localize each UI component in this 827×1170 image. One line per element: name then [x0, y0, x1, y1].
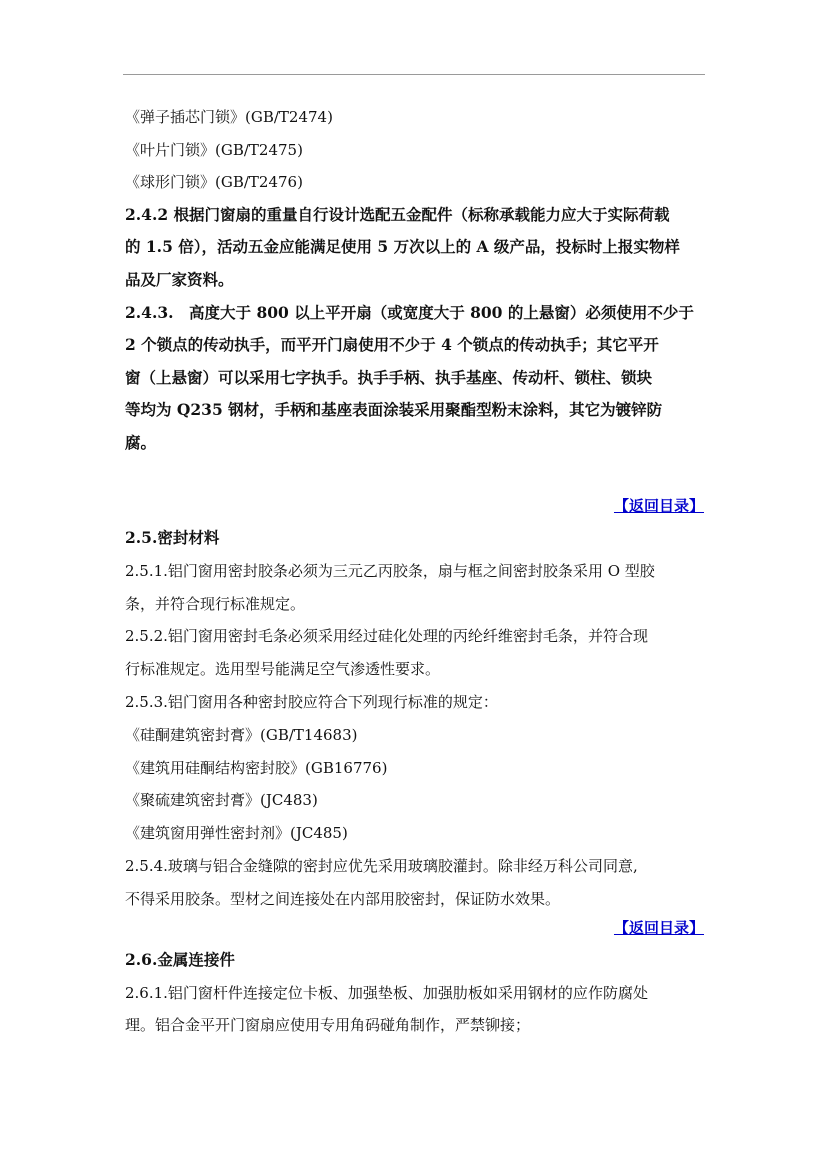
- text-line: 2.6.金属连接件: [125, 950, 235, 969]
- back-to-toc-link-2[interactable]: 【返回目录】: [613, 919, 704, 937]
- text-line: 《聚硫建筑密封膏》(JC483): [125, 791, 318, 810]
- text-line: 《建筑窗用弹性密封剂》(JC485): [125, 824, 348, 843]
- text-line: 品及厂家资料。: [125, 270, 234, 289]
- back-to-toc-link-1[interactable]: 【返回目录】: [613, 497, 704, 515]
- text-line: 窗（上悬窗）可以采用七字执手。执手手柄、执手基座、传动杆、锁柱、锁块: [125, 367, 653, 387]
- text-line: 《弹子插芯门锁》(GB/T2474): [125, 108, 333, 126]
- text-line: 2.5.2.铝门窗用密封毛条必须采用经过硅化处理的丙纶纤维密封毛条，并符合现: [125, 627, 648, 646]
- text-line: 2.5.3.铝门窗用各种密封胶应符合下列现行标准的规定：: [125, 693, 498, 711]
- text-line: 不得采用胶条。型材之间连接处在内部用胶密封，保证防水效果。: [125, 889, 561, 908]
- header-rule: [123, 74, 705, 75]
- text-line: 2.5.密封材料: [125, 528, 220, 547]
- text-line: 2 个锁点的传动执手，而平开门扇使用不少于 4 个锁点的传动执手；其它平开: [125, 335, 659, 355]
- text-line: 《球形门锁》(GB/T2476): [125, 173, 303, 192]
- text-line: 《叶片门锁》(GB/T2475): [125, 140, 303, 159]
- text-line: 等均为 Q235 钢材，手柄和基座表面涂装采用聚酯型粉末涂料，其它为镀锌防: [125, 400, 663, 420]
- text-line: 2.6.1.铝门窗杆件连接定位卡板、加强垫板、加强肋板如采用钢材的应作防腐处: [125, 983, 648, 1002]
- text-line: 条，并符合现行标准规定。: [125, 594, 306, 613]
- text-line: 2.4.2 根据门窗扇的重量自行设计选配五金配件（标称承载能力应大于实际荷载: [125, 204, 670, 224]
- text-line: 的 1.5 倍），活动五金应能满足使用 5 万次以上的 A 级产品，投标时上报实物样: [125, 237, 680, 257]
- text-line: 2.4.3. 高度大于 800 以上平开扇（或宽度大于 800 的上悬窗）必须使用不少于: [125, 302, 694, 322]
- text-line: 《建筑用硅酮结构密封胶》(GB16776): [125, 758, 388, 777]
- text-line: 2.5.4.玻璃与铝合金缝隙的密封应优先采用玻璃胶灌封。除非经万科公司同意,: [125, 857, 638, 875]
- text-line: 2.5.1.铝门窗用密封胶条必须为三元乙丙胶条，扇与框之间密封胶条采用 O 型胶: [125, 561, 655, 580]
- text-line: 腐。: [125, 433, 157, 452]
- text-line: 行标准规定。选用型号能满足空气渗透性要求。: [125, 660, 441, 679]
- text-line: 理。铝合金平开门窗扇应使用专用角码碰角制作，严禁铆接；: [125, 1016, 531, 1034]
- text-line: 《硅酮建筑密封膏》(GB/T14683): [125, 725, 358, 744]
